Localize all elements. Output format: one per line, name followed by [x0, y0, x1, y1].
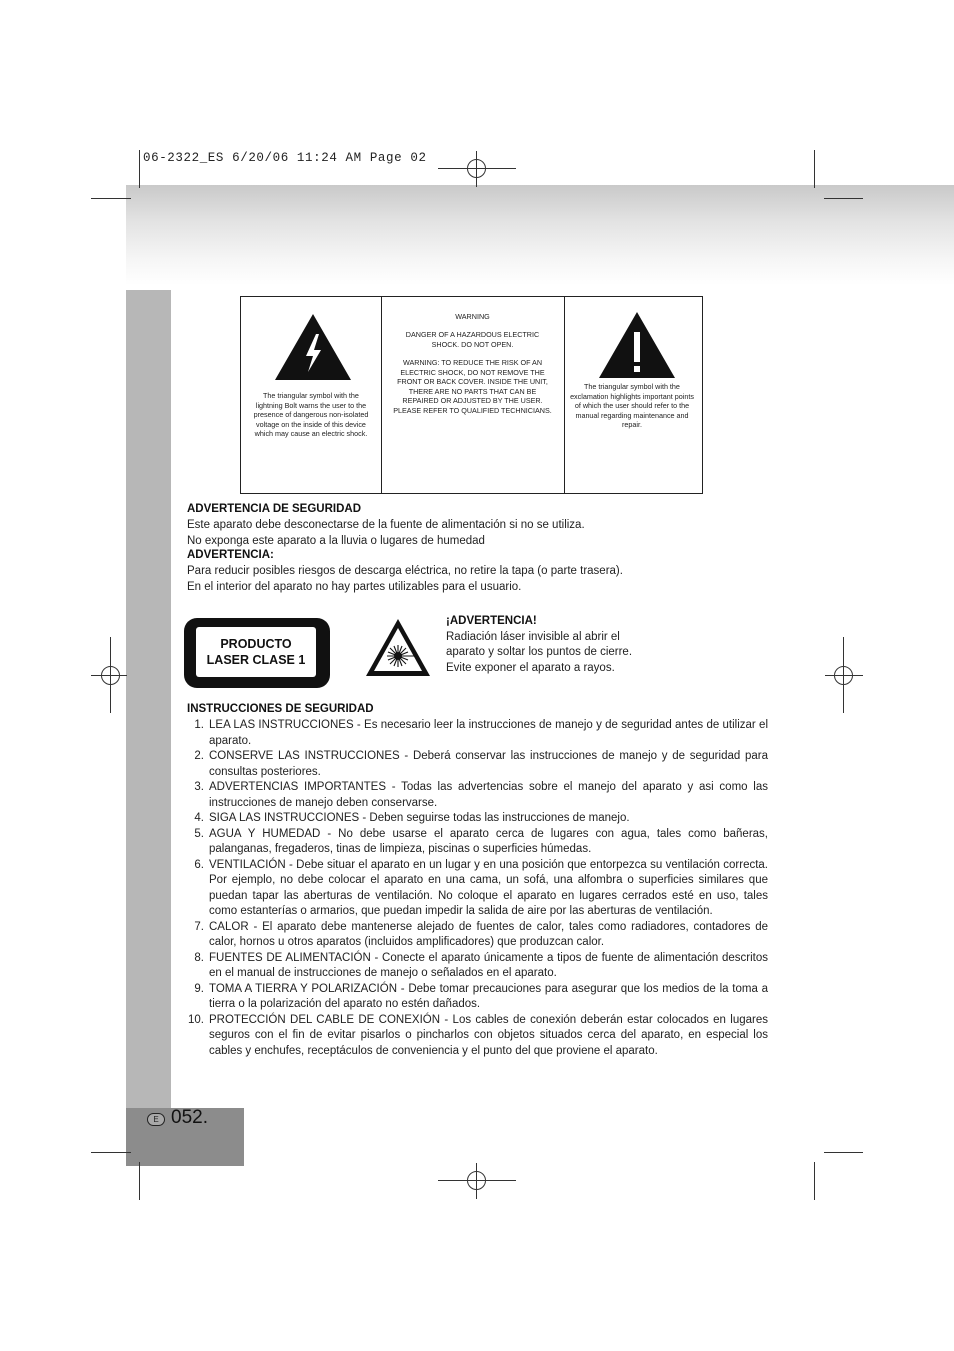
page-number: 052. [171, 1107, 208, 1128]
warning-center-line2: WARNING: TO REDUCE THE RISK OF AN ELECTRIC SHOCK, DO NOT REMOVE THE FRONT OR BACK COVER. INSIDE THE UNIT, THERE ARE NO PARTS THAT CAN BE REPAIRED OR ADJUSTED BY THE USER. PLEASE REFER TO QUALIFIED TECHNICIANS. [393, 358, 552, 415]
list-item-text: ADVERTENCIAS IMPORTANTES - Todas las advertencias sobre el manejo del aparato y asi como las instrucciones de manejo deben conservarse. [209, 781, 768, 809]
list-item-number: 4. [194, 812, 204, 824]
crop-mark-top-right-v [814, 150, 815, 188]
list-item-text: VENTILACIÓN - Debe situar el aparato en un lugar y en una posición que entorpezca su ventilación correcta. Por ejemplo, no debe colocar el aparato en una cama, un sofá, una alfombra o superficies similares que puedan tapar las aberturas de ventilación. No coloque el aparato en lugares cerrados esté en uso, tales como estanterías o armarios, que puedan impedir la salida de aire por las aberturas de ventilación. [209, 858, 768, 917]
warning-center-title: WARNING [455, 312, 490, 321]
warning-table-divider-1 [381, 297, 382, 493]
safety-warning-line1: Este aparato debe desconectarse de la fuente de alimentación si no se utiliza. [187, 519, 585, 531]
list-item [186, 1013, 768, 1060]
crop-mark-bottom-right-h [824, 1152, 863, 1153]
laser-class-label-inner [196, 627, 316, 677]
list-item [186, 811, 768, 827]
list-item-text: CALOR - El aparato debe mantenerse alejado de fuentes de calor, tales como radiadores, contadores de calor, hornos u otros aparatos (incluidos amplificadores) que produzcan calor. [209, 920, 768, 948]
lightning-caption: The triangular symbol with the lightning Bolt warns the user to the presence of dangerous non-isolated voltage on the inside of this device which may cause an electric shock. [253, 391, 369, 439]
list-item-number: 3. [194, 781, 204, 793]
safety-warning-line2: No exponga este aparato a la lluvia o lugares de humedad [187, 535, 485, 547]
list-item-text: FUENTES DE ALIMENTACIÓN - Conecte el aparato únicamente a tipos de fuente de alimentación descritos en el manual de instrucciones de manejo o señalados en el aparato. [209, 951, 768, 979]
list-item [186, 951, 768, 982]
crop-mark-top-left-h [91, 198, 131, 199]
laser-class-label [184, 618, 330, 688]
warning-table-divider-2 [564, 297, 565, 493]
instructions-list [186, 718, 768, 1059]
laser-warning-line2: aparato y soltar los puntos de cierre. [446, 646, 633, 658]
list-item [186, 749, 768, 780]
list-item [186, 718, 768, 749]
list-item-text: AGUA Y HUMEDAD - No debe usarse el aparato cerca de lugares con agua, tales como bañeras, palanganas, fregaderos, tinas de limpieza, piscinas o superficies húmedas. [209, 827, 768, 855]
warning-table [240, 296, 703, 494]
crop-mark-bottom-right-v [814, 1162, 815, 1200]
list-item-number: 10. [188, 1013, 204, 1026]
list-item-number: 6. [194, 858, 204, 871]
print-header: 06-2322_ES 6/20/06 11:24 AM Page 02 [143, 151, 427, 165]
laser-warning-line1: Radiación láser invisible al abrir el [446, 631, 620, 643]
language-badge: E [147, 1113, 165, 1126]
warning-center-line1: DANGER OF A HAZARDOUS ELECTRIC SHOCK. DO NOT OPEN. [405, 330, 540, 349]
exclamation-caption: The triangular symbol with the exclamation highlights important points of which the user should refer to the manual regarding maintenance and repair. [570, 382, 694, 430]
list-item [186, 780, 768, 811]
registration-right-circle [834, 666, 853, 685]
instructions-title: INSTRUCCIONES DE SEGURIDAD [187, 703, 374, 715]
laser-label-line2: LASER CLASE 1 [206, 653, 306, 667]
list-item-text: SIGA LAS INSTRUCCIONES - Deben seguirse todas las instrucciones de manejo. [209, 812, 630, 824]
safety-warning-subtitle: ADVERTENCIA: [187, 549, 274, 561]
list-item-text: LEA LAS INSTRUCCIONES - Es necesario leer la instrucciones de manejo y de seguridad antes de utilizar el aparato. [209, 719, 768, 747]
crop-mark-top-left-v [139, 150, 140, 188]
registration-bottom-circle [467, 1171, 486, 1190]
registration-top-circle [467, 159, 486, 178]
laser-label-line1: PRODUCTO [220, 637, 292, 651]
list-item-number: 5. [194, 827, 204, 840]
safety-warning-line3: Para reducir posibles riesgos de descarga eléctrica, no retire la tapa (o parte trasera). [187, 565, 623, 577]
list-item-number: 1. [194, 719, 204, 731]
list-item [186, 827, 768, 858]
list-item [186, 858, 768, 920]
list-item-number: 7. [194, 920, 204, 933]
top-gradient-band [126, 185, 954, 285]
crop-mark-bottom-left-h [91, 1152, 131, 1153]
safety-warning-title: ADVERTENCIA DE SEGURIDAD [187, 503, 362, 515]
list-item [186, 982, 768, 1013]
registration-left-circle [101, 666, 120, 685]
crop-mark-top-right-h [824, 198, 863, 199]
list-item-number: 8. [194, 951, 204, 964]
list-item-text: PROTECCIÓN DEL CABLE DE CONEXIÓN - Los cables de conexión deberán estar colocados en lugares seguros con el fin de evitar pisarlos o pincharlos con objetos situados cerca del aparato, en especial los cables y enchufes, receptáculos de conveniencia y el punto del que proviene el aparato. [209, 1013, 768, 1057]
list-item [186, 920, 768, 951]
list-item-number: 2. [194, 750, 204, 762]
crop-mark-bottom-left-v [139, 1162, 140, 1200]
exclamation-triangle-icon [597, 310, 677, 380]
left-gray-strip [126, 290, 171, 1110]
safety-warning-line4: En el interior del aparato no hay partes utilizables para el usuario. [187, 581, 522, 593]
laser-warning-line3: Evite exponer el aparato a rayos. [446, 662, 615, 674]
laser-warning-title: ¡ADVERTENCIA! [446, 615, 537, 627]
list-item-text: TOMA A TIERRA Y POLARIZACIÓN - Debe tomar precauciones para asegurar que los medios de la toma a tierra o la polarización del aparato no estén dañados. [209, 982, 768, 1010]
list-item-number: 9. [194, 982, 204, 995]
laser-hazard-icon [364, 617, 432, 679]
lightning-triangle-icon [273, 312, 353, 382]
list-item-text: CONSERVE LAS INSTRUCCIONES - Deberá conservar las instrucciones de manejo y de seguridad para consultas posteriores. [209, 750, 768, 778]
